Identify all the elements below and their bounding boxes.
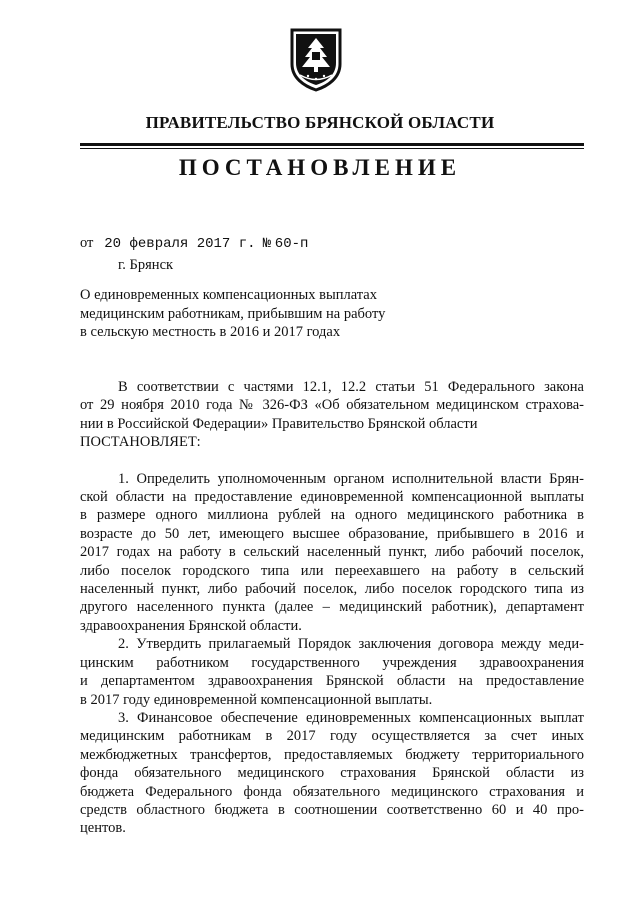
- text-line: 1. Определить уполномоченным органом исполнительной власти Брян-: [118, 470, 584, 487]
- document-type-title: ПОСТАНОВЛЕНИЕ: [178, 155, 462, 180]
- text-line: В соответствии с частями 12.1, 12.2 статьи 51 Федерального закона: [118, 379, 584, 395]
- text-line: межбюджетных трансфертов, предоставляемых бюджету территориального: [80, 746, 584, 763]
- text-line: бюджета Федерального фонда обязательного медицинского страхования и: [80, 783, 584, 800]
- text-line: нии в Российской Федерации» Правительство Брянской области: [80, 415, 478, 432]
- text-line: цинским работником государственного учреждения здравоохранения: [80, 654, 584, 671]
- text-line: либо поселок городского типа или переехавшего на работу в сельский: [80, 562, 584, 579]
- text-line: ской области на предоставление единовременной компенсационной выплаты: [80, 489, 584, 506]
- preamble-paragraph: [80, 378, 584, 452]
- number-prefix: №: [262, 236, 272, 252]
- text-line: в 2017 году единовременной компенсационной выплаты.: [80, 691, 433, 708]
- document-number: 60-п: [274, 236, 309, 252]
- text-line: 2. Утвердить прилагаемый Порядок заключения договора между меди-: [118, 636, 584, 653]
- text-line: медицинским работникам в 2017 году осуществляется за счет иных: [80, 728, 584, 745]
- document-city: г. Брянск: [118, 257, 174, 273]
- text-line: от 29 ноября 2010 года № 326-ФЗ «Об обязательном медицинском страхова-: [80, 397, 584, 414]
- organization-title: ПРАВИТЕЛЬСТВО БРЯНСКОЙ ОБЛАСТИ: [145, 113, 495, 132]
- text-line: центов.: [80, 820, 126, 837]
- text-line: возрасте до 50 лет, имеющего высшее образование, прибывшего в 2016 и: [80, 525, 584, 542]
- text-line: фонда обязательного медицинского страхования Брянской области из: [80, 765, 584, 782]
- text-line: другого населенного пункта (далее – медицинский работник), департамент: [80, 599, 584, 616]
- paragraph-1: [80, 470, 584, 636]
- document-subject: [80, 286, 410, 342]
- subject-line: медицинским работникам, прибывшим на работу: [80, 305, 386, 322]
- text-line: в размере одного миллиона рублей на одного медицинского работника в: [80, 507, 584, 524]
- header-rule-thick: [80, 143, 584, 146]
- paragraph-3: [80, 709, 584, 838]
- date-prefix: от: [80, 235, 94, 251]
- subject-line: в сельскую местность в 2016 и 2017 годах: [80, 324, 341, 340]
- text-line: здравоохранения Брянской области.: [80, 617, 302, 634]
- text-line: 2017 годах на работу в сельский населенный пункт, либо рабочий поселок,: [80, 544, 584, 561]
- date-number-line: [80, 235, 308, 252]
- text-line: населенный пункт, либо рабочий поселок, либо поселок городского типа из: [80, 581, 584, 598]
- subject-line: О единовременных компенсационных выплатах: [80, 287, 377, 303]
- header-rule-thin: [80, 148, 584, 149]
- text-line: 3. Финансовое обеспечение единовременных компенсационных выплат: [118, 709, 584, 726]
- document-date: 20 февраля 2017 г.: [104, 236, 256, 252]
- coat-of-arms-icon: [288, 26, 344, 92]
- paragraph-2: [80, 635, 584, 709]
- decree-word: ПОСТАНОВЛЯЕТ:: [80, 434, 201, 451]
- text-line: средств областного бюджета в соотношении соответственно 60 и 40 про-: [80, 801, 584, 818]
- document-body: [80, 378, 584, 838]
- text-line: и департаментом здравоохранения Брянской области на предоставление: [80, 673, 584, 690]
